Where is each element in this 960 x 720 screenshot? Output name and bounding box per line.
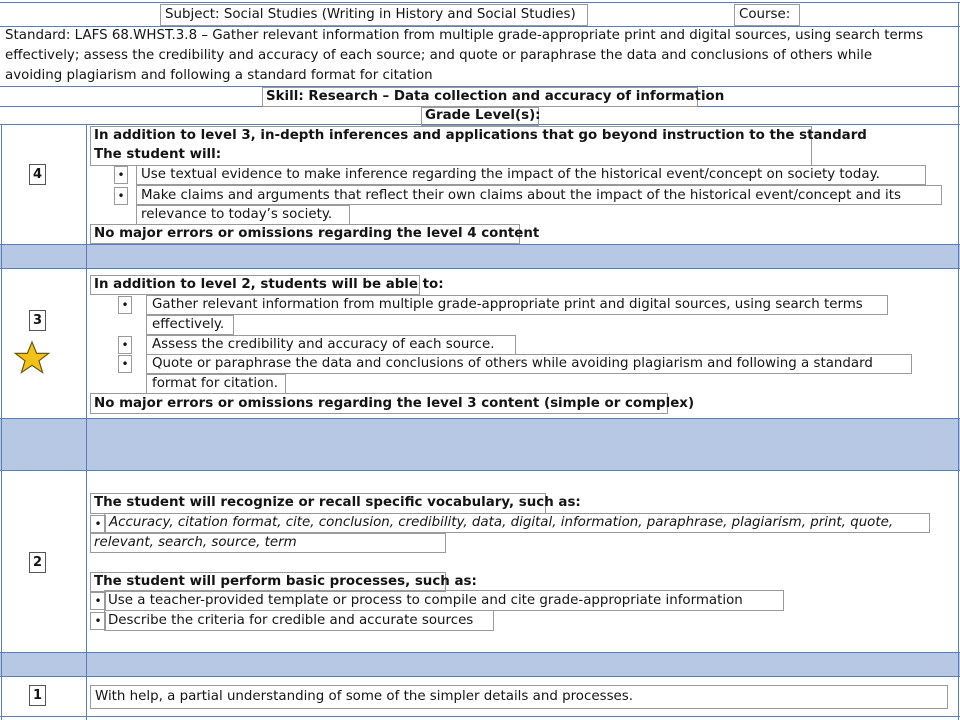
level-3-item-3-line-2: format for citation. xyxy=(152,376,279,391)
level-2-vocab-line-1: Accuracy, citation format, cite, conclusion, credibility, data, digital, information, paraphrase, plagiarism, print, quote, xyxy=(109,515,894,530)
bullet-icon: • xyxy=(90,612,106,630)
grid-line xyxy=(0,676,960,677)
standard-line-2: effectively; assess the credibility and accuracy of each source; and quote or paraphrase the data and conclusions of others while xyxy=(5,48,873,63)
bullet-icon: • xyxy=(118,336,132,354)
level-4-item-1: Use textual evidence to make inference regarding the impact of the historical event/concept on society today. xyxy=(141,167,880,182)
level-4-item-2-line-2: relevance to today’s society. xyxy=(141,207,333,222)
level-3-item-3-line-1: Quote or paraphrase the data and conclusions of others while avoiding plagiarism and following a standard xyxy=(152,356,873,371)
star-icon xyxy=(14,340,50,376)
grid-line xyxy=(958,2,959,720)
grid-line xyxy=(0,268,960,269)
grid-line xyxy=(86,124,87,720)
level-3-item-2: Assess the credibility and accuracy of each source. xyxy=(152,337,495,352)
level-2-vocab-line-2: relevant, search, source, term xyxy=(94,535,297,550)
grid-line xyxy=(0,418,960,419)
grade-level-text: Grade Level(s): xyxy=(425,108,541,123)
level-1-text: With help, a partial understanding of some of the simpler details and processes. xyxy=(95,689,634,704)
separator-band-4-3 xyxy=(0,244,960,268)
level-2-process-1: Use a teacher-provided template or process to compile and cite grade-appropriate information xyxy=(108,593,743,608)
grid-line xyxy=(1,124,2,720)
level-2-process-2: Describe the criteria for credible and accurate sources xyxy=(108,613,474,628)
bullet-icon: • xyxy=(118,296,132,314)
grid-line xyxy=(0,244,960,245)
bullet-icon: • xyxy=(90,515,106,533)
course-label: Course: xyxy=(739,7,791,22)
subject-text: Subject: Social Studies (Writing in History and Social Studies) xyxy=(165,7,576,22)
level-2-process-heading: The student will perform basic processes, such as: xyxy=(94,574,477,589)
level-3-item-1-line-1: Gather relevant information from multiple grade-appropriate print and digital sources, using search terms xyxy=(152,297,863,312)
level-4-footer: No major errors or omissions regarding the level 4 content xyxy=(94,226,540,241)
grid-line xyxy=(0,716,960,717)
level-2-number: 2 xyxy=(29,552,46,573)
standard-line-3: avoiding plagiarism and following a standard format for citation xyxy=(5,68,433,83)
bullet-icon: • xyxy=(118,355,132,373)
separator-band-3-2 xyxy=(0,418,960,470)
bullet-icon: • xyxy=(114,187,128,205)
standard-line-1: Standard: LAFS 68.WHST.3.8 – Gather relevant information from multiple grade-appropriate print and digital sources, using search terms xyxy=(5,28,924,43)
level-3-intro: In addition to level 2, students will be able to: xyxy=(94,277,444,292)
separator-band-2-1 xyxy=(0,652,960,676)
grid-line xyxy=(0,470,960,471)
level-3-footer: No major errors or omissions regarding the level 3 content (simple or complex) xyxy=(94,396,695,411)
level-4-item-2-line-1: Make claims and arguments that reflect their own claims about the impact of the historical event/concept and its xyxy=(141,188,902,203)
level-4-will: The student will: xyxy=(94,147,222,162)
level-1-number: 1 xyxy=(29,685,46,706)
level-2-vocab-heading: The student will recognize or recall specific vocabulary, such as: xyxy=(94,495,581,510)
skill-text: Skill: Research – Data collection and accuracy of information xyxy=(266,89,725,104)
bullet-icon: • xyxy=(90,592,106,610)
grid-line xyxy=(0,652,960,653)
level-4-intro: In addition to level 3, in-depth inferences and applications that go beyond instruction to the standard xyxy=(94,128,867,143)
level-3-item-1-line-2: effectively. xyxy=(152,317,225,332)
level-4-number: 4 xyxy=(29,164,46,185)
grid-line xyxy=(0,2,960,3)
level-3-number: 3 xyxy=(29,310,46,331)
bullet-icon: • xyxy=(114,166,128,184)
